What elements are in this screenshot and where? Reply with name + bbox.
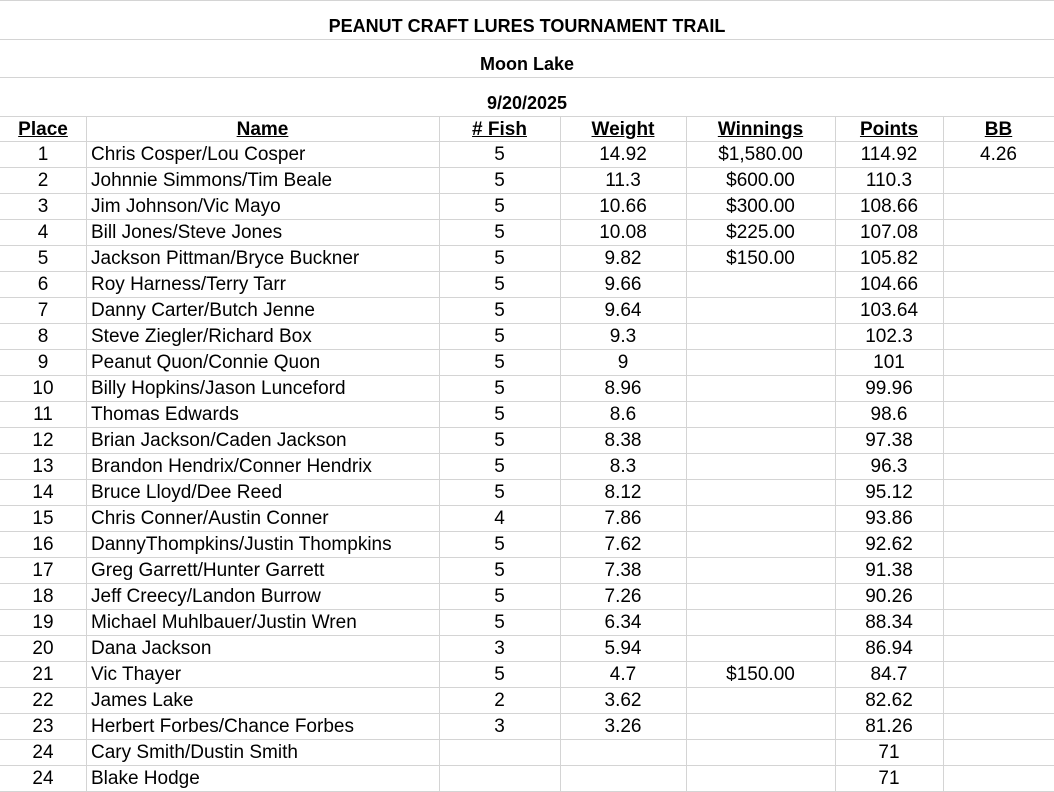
cell-place: 24 xyxy=(32,742,54,763)
cell-fish-count: 5 xyxy=(494,196,505,217)
cell-big-bass xyxy=(943,220,1054,246)
cell-place: 4 xyxy=(37,222,49,243)
cell-winnings xyxy=(686,688,835,714)
cell-place: 9 xyxy=(37,352,49,373)
cell-fish-count: 5 xyxy=(494,612,505,633)
cell-weight: 10.66 xyxy=(599,196,647,217)
cell-winnings xyxy=(686,532,835,558)
cell-winnings xyxy=(686,402,835,428)
cell-name: Blake Hodge xyxy=(91,768,200,789)
cell-weight: 9.82 xyxy=(604,248,642,269)
cell-winnings xyxy=(686,376,835,402)
cell-big-bass xyxy=(943,688,1054,714)
cell-points: 97.38 xyxy=(865,430,913,451)
cell-big-bass: 4.26 xyxy=(980,144,1017,165)
cell-weight xyxy=(560,740,686,766)
header-name: Name xyxy=(236,119,289,140)
cell-weight: 7.62 xyxy=(604,534,642,555)
cell-place: 5 xyxy=(37,248,49,269)
cell-points: 110.3 xyxy=(865,170,913,191)
cell-winnings: $150.00 xyxy=(726,248,795,269)
cell-place: 15 xyxy=(32,508,54,529)
cell-weight: 9.66 xyxy=(604,274,642,295)
cell-big-bass xyxy=(943,610,1054,636)
cell-fish-count: 5 xyxy=(494,664,505,685)
cell-points: 90.26 xyxy=(865,586,913,607)
cell-winnings xyxy=(686,766,835,792)
cell-weight: 3.26 xyxy=(604,716,642,737)
cell-points: 107.08 xyxy=(859,222,919,243)
cell-name: Brian Jackson/Caden Jackson xyxy=(91,430,347,451)
cell-place: 22 xyxy=(32,690,54,711)
cell-fish-count: 5 xyxy=(494,170,505,191)
cell-name: Bill Jones/Steve Jones xyxy=(91,222,283,243)
cell-name: Johnnie Simmons/Tim Beale xyxy=(91,170,333,191)
cell-big-bass xyxy=(943,350,1054,376)
cell-big-bass xyxy=(943,298,1054,324)
cell-name: Danny Carter/Butch Jenne xyxy=(91,300,315,321)
cell-big-bass xyxy=(943,532,1054,558)
cell-weight xyxy=(560,766,686,792)
cell-big-bass xyxy=(943,662,1054,688)
header-weight: Weight xyxy=(591,119,655,140)
cell-name: Billy Hopkins/Jason Lunceford xyxy=(91,378,346,399)
cell-winnings xyxy=(686,610,835,636)
cell-place: 16 xyxy=(32,534,54,555)
cell-big-bass xyxy=(943,480,1054,506)
grid-row-line xyxy=(0,0,1054,1)
cell-winnings xyxy=(686,636,835,662)
cell-place: 23 xyxy=(32,716,54,737)
cell-big-bass xyxy=(943,506,1054,532)
cell-big-bass xyxy=(943,194,1054,220)
cell-fish-count: 5 xyxy=(494,430,505,451)
header-points: Points xyxy=(859,119,919,140)
cell-big-bass xyxy=(943,740,1054,766)
cell-name: Michael Muhlbauer/Justin Wren xyxy=(91,612,357,633)
cell-place: 14 xyxy=(32,482,54,503)
cell-fish-count: 3 xyxy=(494,638,505,659)
cell-winnings: $150.00 xyxy=(726,664,795,685)
cell-name: Greg Garrett/Hunter Garrett xyxy=(91,560,325,581)
cell-fish-count: 2 xyxy=(494,690,505,711)
lake-name: Moon Lake xyxy=(479,54,574,74)
cell-points: 93.86 xyxy=(865,508,913,529)
cell-place: 8 xyxy=(37,326,49,347)
cell-weight: 3.62 xyxy=(604,690,642,711)
cell-place: 18 xyxy=(32,586,54,607)
cell-fish-count: 5 xyxy=(494,274,505,295)
cell-name: Roy Harness/Terry Tarr xyxy=(91,274,286,295)
cell-place: 20 xyxy=(32,638,54,659)
cell-name: Jeff Creecy/Landon Burrow xyxy=(91,586,321,607)
cell-name: Thomas Edwards xyxy=(91,404,239,425)
cell-fish-count: 4 xyxy=(494,508,505,529)
cell-place: 7 xyxy=(37,300,49,321)
cell-fish-count: 5 xyxy=(494,482,505,503)
cell-big-bass xyxy=(943,246,1054,272)
cell-winnings: $600.00 xyxy=(726,170,795,191)
cell-points: 95.12 xyxy=(865,482,913,503)
cell-name: Jackson Pittman/Bryce Buckner xyxy=(91,248,360,269)
cell-points: 71 xyxy=(878,742,900,763)
header-fish-count: # Fish xyxy=(472,119,527,140)
cell-points: 103.64 xyxy=(859,300,919,321)
cell-name: James Lake xyxy=(91,690,194,711)
cell-fish-count: 5 xyxy=(494,326,505,347)
cell-winnings xyxy=(686,428,835,454)
cell-big-bass xyxy=(943,272,1054,298)
cell-winnings xyxy=(686,350,835,376)
cell-points: 101 xyxy=(873,352,905,373)
cell-place: 17 xyxy=(32,560,54,581)
cell-winnings: $300.00 xyxy=(726,196,795,217)
cell-points: 104.66 xyxy=(859,274,919,295)
cell-points: 108.66 xyxy=(859,196,919,217)
header-place: Place xyxy=(18,119,68,140)
cell-winnings xyxy=(686,454,835,480)
cell-weight: 7.38 xyxy=(604,560,642,581)
cell-weight: 6.34 xyxy=(604,612,642,633)
cell-points: 99.96 xyxy=(865,378,913,399)
cell-fish-count: 5 xyxy=(494,144,505,165)
cell-points: 86.94 xyxy=(865,638,913,659)
cell-name: DannyThompkins/Justin Thompkins xyxy=(91,534,392,555)
cell-points: 84.7 xyxy=(870,664,908,685)
cell-weight: 8.3 xyxy=(609,456,637,477)
cell-points: 92.62 xyxy=(865,534,913,555)
cell-name: Bruce Lloyd/Dee Reed xyxy=(91,482,283,503)
cell-name: Jim Johnson/Vic Mayo xyxy=(91,196,281,217)
cell-weight: 8.96 xyxy=(604,378,642,399)
grid-row-line xyxy=(0,39,1054,40)
header-big-bass: BB xyxy=(984,119,1013,140)
tournament-title: PEANUT CRAFT LURES TOURNAMENT TRAIL xyxy=(328,16,726,36)
cell-winnings xyxy=(686,272,835,298)
cell-big-bass xyxy=(943,324,1054,350)
cell-weight: 11.3 xyxy=(605,170,641,191)
cell-place: 12 xyxy=(32,430,54,451)
cell-winnings xyxy=(686,506,835,532)
cell-winnings xyxy=(686,714,835,740)
cell-weight: 8.38 xyxy=(604,430,642,451)
cell-fish-count xyxy=(439,740,560,766)
cell-weight: 9.3 xyxy=(609,326,637,347)
cell-place: 3 xyxy=(37,196,49,217)
cell-points: 81.26 xyxy=(865,716,913,737)
tournament-date: 9/20/2025 xyxy=(486,93,568,113)
cell-place: 24 xyxy=(32,768,54,789)
cell-name: Vic Thayer xyxy=(91,664,182,685)
cell-big-bass xyxy=(943,402,1054,428)
cell-weight: 7.86 xyxy=(604,508,642,529)
cell-place: 10 xyxy=(32,378,54,399)
cell-winnings xyxy=(686,558,835,584)
cell-big-bass xyxy=(943,636,1054,662)
cell-fish-count: 5 xyxy=(494,352,505,373)
cell-winnings: $225.00 xyxy=(726,222,795,243)
header-winnings: Winnings xyxy=(717,119,804,140)
cell-weight: 9 xyxy=(617,352,629,373)
cell-fish-count: 5 xyxy=(494,248,505,269)
cell-place: 1 xyxy=(37,144,49,165)
cell-name: Chris Conner/Austin Conner xyxy=(91,508,329,529)
cell-big-bass xyxy=(943,428,1054,454)
cell-place: 13 xyxy=(32,456,54,477)
cell-big-bass xyxy=(943,714,1054,740)
cell-points: 96.3 xyxy=(870,456,908,477)
cell-weight: 5.94 xyxy=(604,638,642,659)
cell-place: 19 xyxy=(32,612,54,633)
cell-name: Herbert Forbes/Chance Forbes xyxy=(91,716,354,737)
cell-points: 91.38 xyxy=(865,560,913,581)
cell-winnings xyxy=(686,480,835,506)
cell-weight: 8.12 xyxy=(604,482,642,503)
cell-place: 11 xyxy=(33,404,53,425)
cell-big-bass xyxy=(943,454,1054,480)
cell-fish-count: 5 xyxy=(494,222,505,243)
cell-big-bass xyxy=(943,168,1054,194)
cell-name: Cary Smith/Dustin Smith xyxy=(91,742,298,763)
cell-points: 82.62 xyxy=(865,690,913,711)
cell-fish-count xyxy=(439,766,560,792)
cell-points: 71 xyxy=(878,768,900,789)
cell-weight: 10.08 xyxy=(599,222,647,243)
cell-weight: 7.26 xyxy=(604,586,642,607)
cell-name: Chris Cosper/Lou Cosper xyxy=(91,144,306,165)
cell-big-bass xyxy=(943,766,1054,792)
cell-fish-count: 5 xyxy=(494,560,505,581)
cell-weight: 14.92 xyxy=(599,144,647,165)
cell-name: Steve Ziegler/Richard Box xyxy=(91,326,312,347)
cell-points: 88.34 xyxy=(865,612,913,633)
cell-fish-count: 3 xyxy=(494,716,505,737)
cell-big-bass xyxy=(943,584,1054,610)
cell-winnings: $1,580.00 xyxy=(718,144,803,165)
cell-winnings xyxy=(686,740,835,766)
cell-fish-count: 5 xyxy=(494,404,505,425)
cell-points: 102.3 xyxy=(865,326,913,347)
cell-weight: 9.64 xyxy=(604,300,642,321)
cell-place: 6 xyxy=(37,274,49,295)
cell-winnings xyxy=(686,324,835,350)
cell-big-bass xyxy=(943,558,1054,584)
cell-fish-count: 5 xyxy=(494,378,505,399)
cell-winnings xyxy=(686,584,835,610)
cell-big-bass xyxy=(943,376,1054,402)
cell-name: Brandon Hendrix/Conner Hendrix xyxy=(91,456,372,477)
cell-winnings xyxy=(686,298,835,324)
cell-place: 21 xyxy=(32,664,54,685)
grid-row-line xyxy=(0,77,1054,78)
cell-fish-count: 5 xyxy=(494,586,505,607)
cell-weight: 4.7 xyxy=(609,664,637,685)
cell-name: Dana Jackson xyxy=(91,638,212,659)
cell-place: 2 xyxy=(37,170,49,191)
cell-name: Peanut Quon/Connie Quon xyxy=(91,352,321,373)
cell-points: 114.92 xyxy=(860,144,918,165)
cell-weight: 8.6 xyxy=(609,404,637,425)
cell-fish-count: 5 xyxy=(494,534,505,555)
cell-fish-count: 5 xyxy=(494,300,505,321)
cell-fish-count: 5 xyxy=(494,456,505,477)
cell-points: 105.82 xyxy=(859,248,919,269)
cell-points: 98.6 xyxy=(870,404,908,425)
